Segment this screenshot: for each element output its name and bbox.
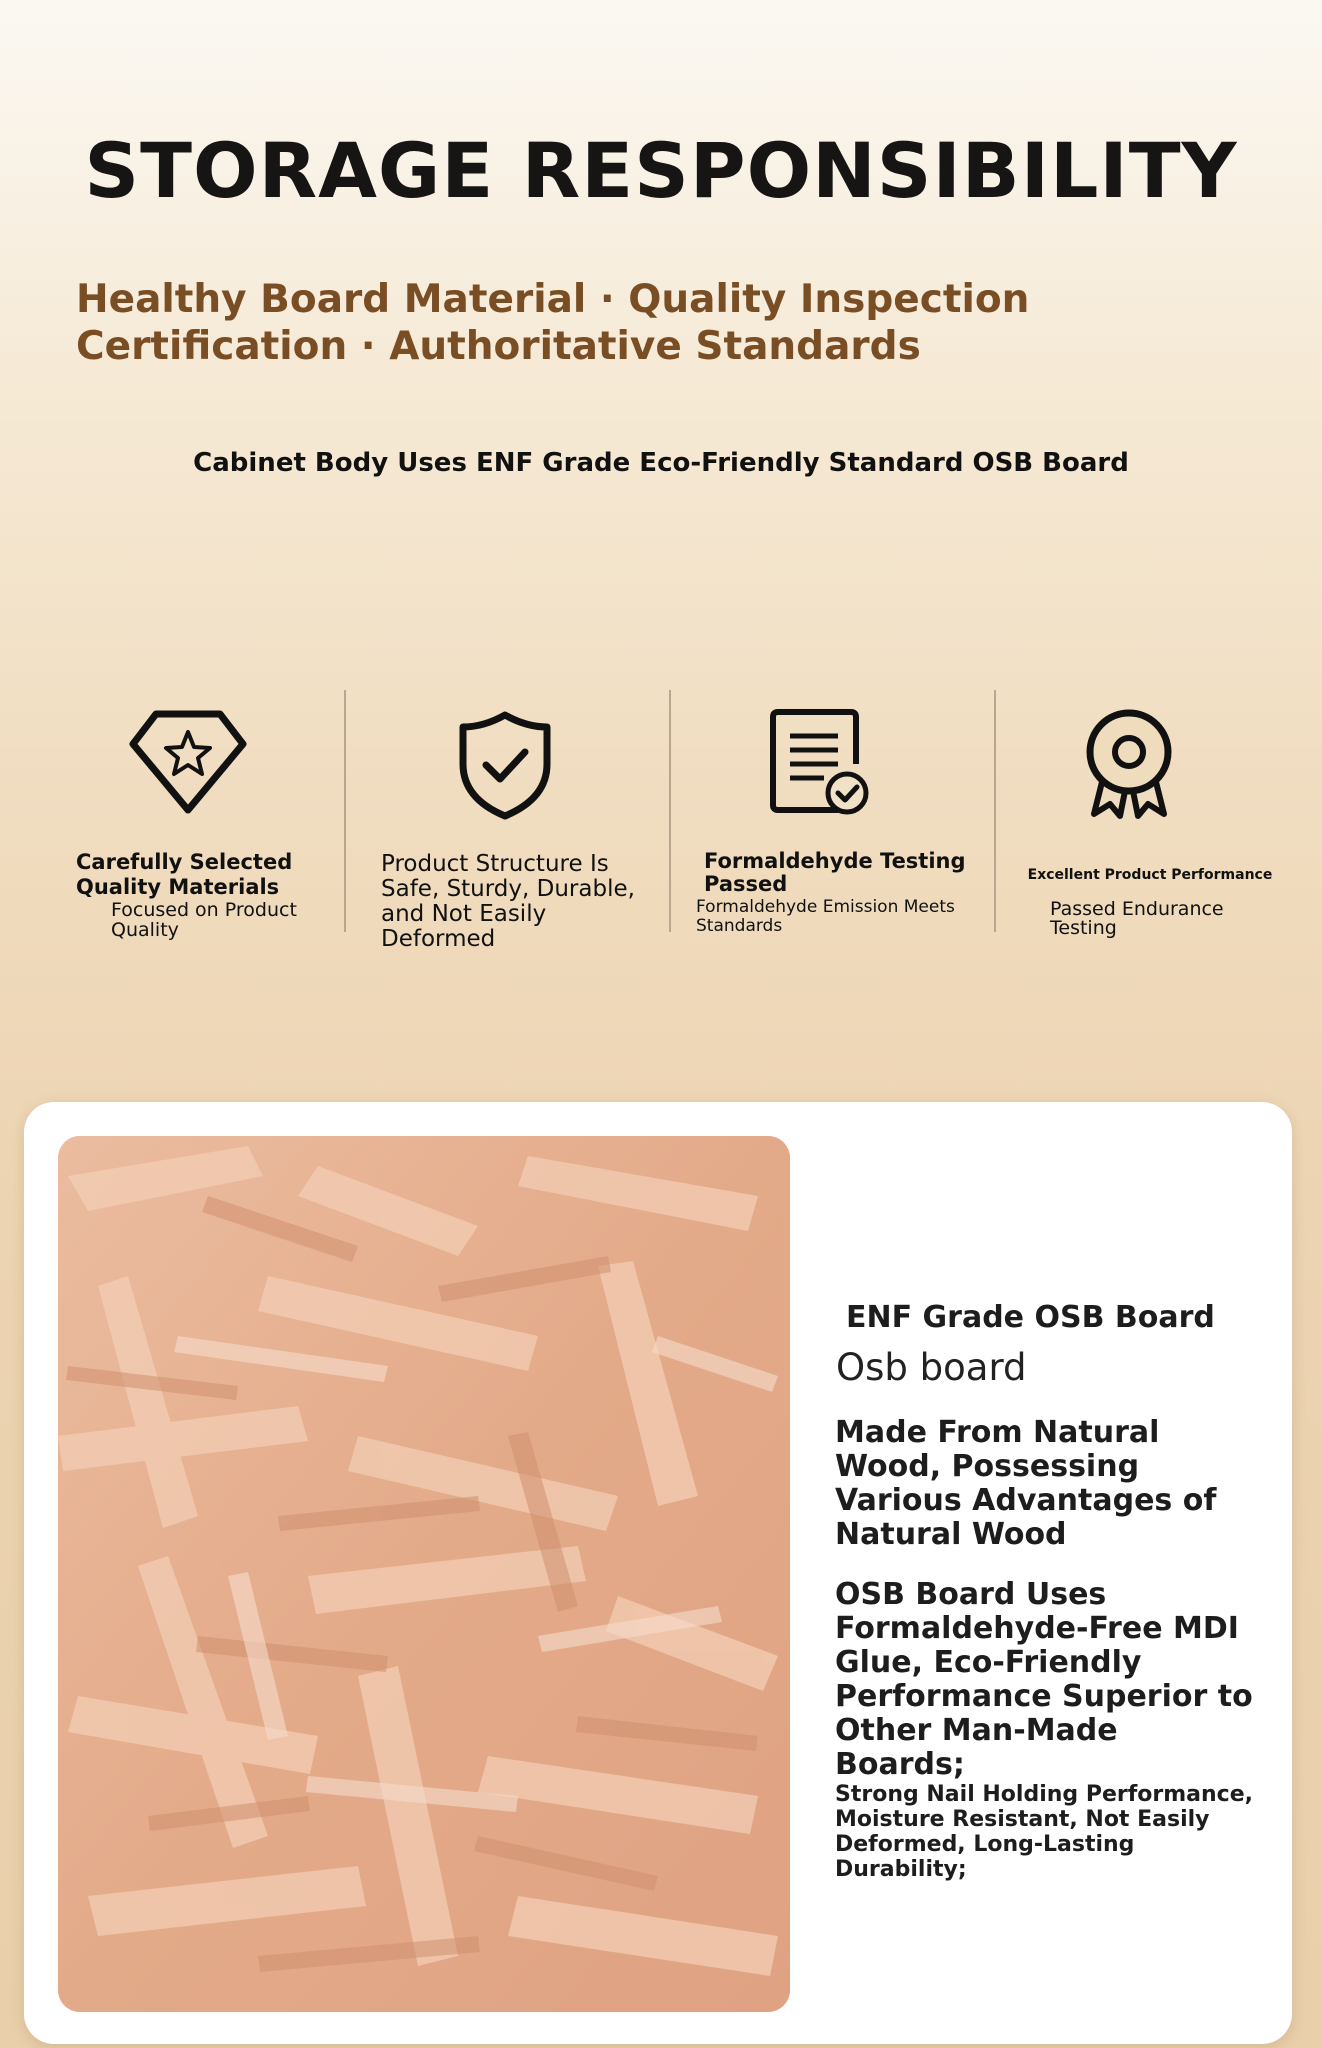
feature-divider <box>669 690 671 932</box>
shield-check-icon <box>459 710 551 820</box>
feature-desc: Formaldehyde Emission Meets Standards <box>696 897 955 936</box>
page-subtitle: Healthy Board Material · Quality Inspection Certification · Authoritative Standards <box>76 277 1030 369</box>
board-paragraph-natural-wood: Made From Natural Wood, Possessing Various Advantages of Natural Wood <box>835 1415 1217 1552</box>
board-paragraph-durability: Strong Nail Holding Performance, Moisture Resistant, Not Easily Deformed, Long-Lasting Durability; <box>835 1782 1253 1882</box>
page-title: STORAGE RESPONSIBILITY <box>84 126 1238 215</box>
feature-desc: Focused on Product Quality <box>111 899 297 941</box>
feature-divider <box>344 690 346 932</box>
feature-title: Formaldehyde Testing Passed <box>704 849 966 896</box>
feature-desc: Product Structure Is Safe, Sturdy, Durable, and Not Easily Deformed <box>381 851 635 952</box>
osb-board-image <box>58 1136 790 2012</box>
tagline: Cabinet Body Uses ENF Grade Eco-Friendly Standard OSB Board <box>193 448 1129 478</box>
feature-desc: Passed Endurance Testing <box>1050 898 1224 939</box>
award-ribbon-icon <box>1082 708 1176 822</box>
board-subheading: Osb board <box>836 1346 1027 1389</box>
feature-title: Carefully Selected Quality Materials <box>76 850 293 899</box>
board-heading: ENF Grade OSB Board <box>846 1300 1215 1335</box>
feature-divider <box>994 690 996 932</box>
document-check-icon <box>768 708 874 820</box>
board-paragraph-mdi-glue: OSB Board Uses Formaldehyde-Free MDI Glue, Eco-Friendly Performance Superior to Other Man-Made Boards; <box>835 1577 1253 1782</box>
diamond-star-icon <box>126 706 250 816</box>
feature-title: Excellent Product Performance <box>1027 867 1273 883</box>
